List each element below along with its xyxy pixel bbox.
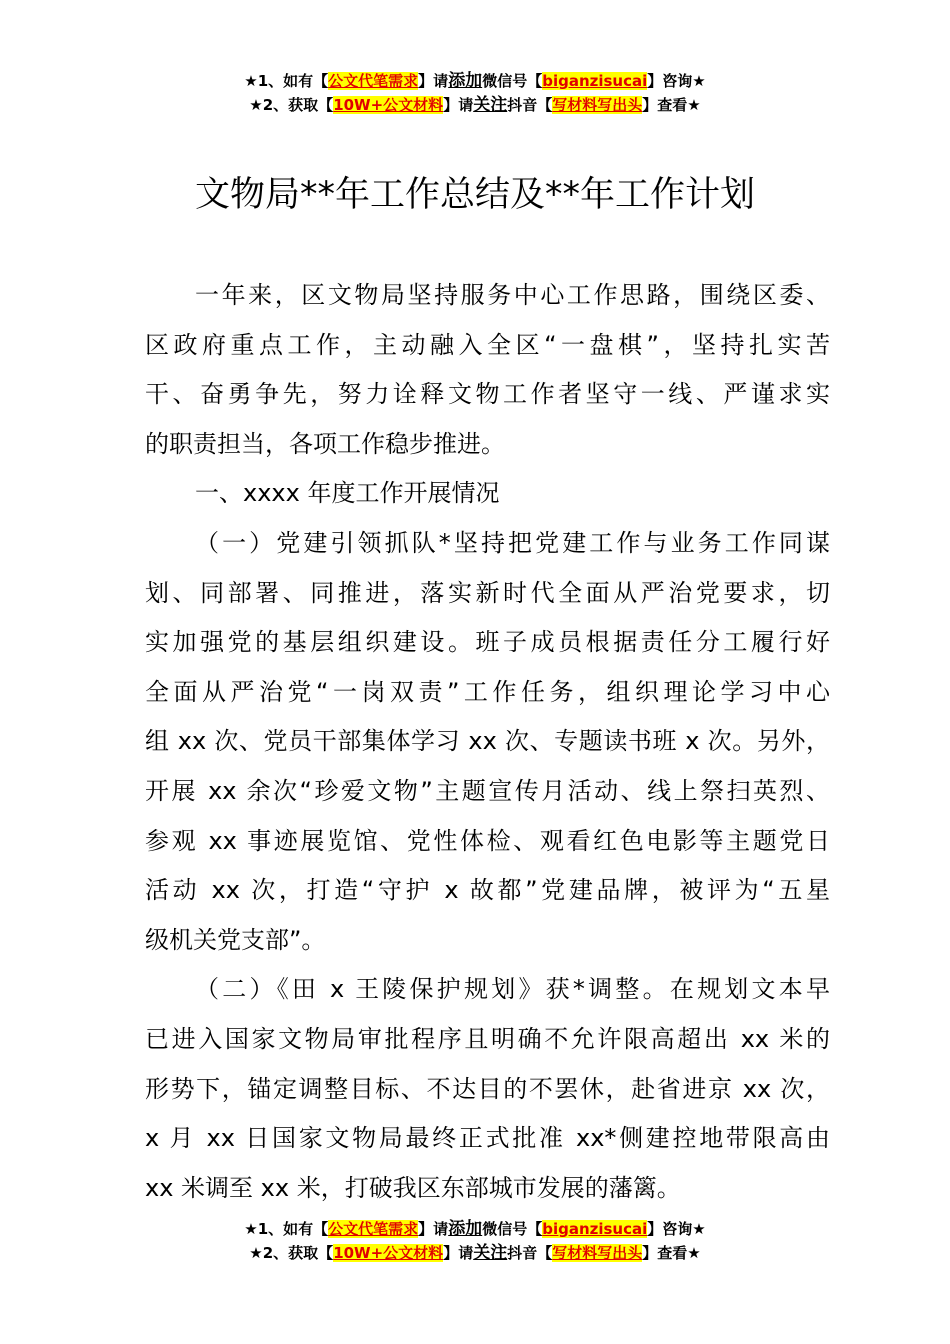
promo-line-2 bbox=[0, 93, 950, 117]
promo-text: 抖音【 bbox=[507, 96, 553, 114]
promo-footer bbox=[0, 1217, 950, 1265]
text-line: 区政府重点工作，主动融入全区“一盘棋”，坚持扎实苦 bbox=[145, 330, 830, 359]
text-line: 干、奋勇争先，努力诠释文物工作者坚守一线、严谨求实 bbox=[145, 380, 830, 409]
text-line: 活动 xx 次，打造“守护 x 故都”党建品牌，被评为“五星 bbox=[145, 876, 830, 905]
text-line: 级机关党支部”。 bbox=[145, 925, 326, 954]
promo-text: 抖音【 bbox=[507, 1244, 553, 1262]
promo-highlight: 10W+公文材料 bbox=[333, 1244, 444, 1262]
promo-text: 】咨询★ bbox=[647, 1220, 706, 1238]
text-line: x 月 xx 日国家文物局最终正式批准 xx*侧建控地带限高由 bbox=[145, 1124, 830, 1153]
document-title: 文物局**年工作总结及**年工作计划 bbox=[194, 175, 755, 215]
text-line: （二）《田 x 王陵保护规划》获*调整。在规划文本早 bbox=[195, 975, 830, 1004]
promo-text: 】请 bbox=[418, 1220, 449, 1238]
promo-highlight: 写材料写出头 bbox=[552, 1244, 643, 1262]
promo-text: 】查看★ bbox=[642, 1244, 701, 1262]
promo-text: 】请 bbox=[443, 96, 474, 114]
paragraph bbox=[145, 519, 830, 965]
promo-highlight: 10W+公文材料 bbox=[333, 96, 444, 114]
promo-underline: 添加 bbox=[448, 71, 483, 91]
promo-underline: 关注 bbox=[473, 95, 508, 115]
promo-highlight: 公文代笔需求 bbox=[328, 1220, 419, 1238]
promo-text: 】请 bbox=[443, 1244, 474, 1262]
promo-text: 】咨询★ bbox=[647, 72, 706, 90]
promo-text: ★1、如有【 bbox=[244, 1220, 329, 1238]
text-line: 形势下，锚定调整目标、不达目的不罢休，赴省进京 xx 次， bbox=[145, 1074, 830, 1103]
paragraph bbox=[145, 271, 830, 469]
text-line: 实加强党的基层组织建设。班子成员根据责任分工履行好 bbox=[145, 628, 830, 657]
text-line: xx 米调至 xx 米，打破我区东部城市发展的藩篱。 bbox=[145, 1173, 681, 1202]
text-line: 组 xx 次、党员干部集体学习 xx 次、专题读书班 x 次。另外， bbox=[145, 727, 830, 756]
text-line: 开展 xx 余次“珍爱文物”主题宣传月活动、线上祭扫英烈、 bbox=[145, 776, 830, 805]
promo-line-1 bbox=[0, 69, 950, 93]
promo-highlight: 公文代笔需求 bbox=[328, 72, 419, 90]
promo-highlight: 写材料写出头 bbox=[552, 96, 643, 114]
text-line: 全面从严治党“一岗双责”工作任务，组织理论学习中心 bbox=[145, 677, 830, 706]
text-line: 一、xxxx 年度工作开展情况 bbox=[195, 479, 500, 508]
promo-underline: 关注 bbox=[473, 1243, 508, 1263]
text-line: 已进入国家文物局审批程序且明确不允许限高超出 xx 米的 bbox=[145, 1024, 830, 1053]
promo-text: ★2、获取【 bbox=[249, 1244, 334, 1262]
promo-underline: 添加 bbox=[448, 1219, 483, 1239]
promo-highlight: biganzisucai bbox=[542, 72, 648, 90]
promo-text: 】查看★ bbox=[642, 96, 701, 114]
text-line: 参观 xx 事迹展览馆、党性体检、观看红色电影等主题党日 bbox=[145, 826, 830, 855]
promo-text: ★1、如有【 bbox=[244, 72, 329, 90]
promo-header bbox=[0, 69, 950, 117]
promo-text: 微信号【 bbox=[482, 72, 543, 90]
promo-highlight: biganzisucai bbox=[542, 1220, 648, 1238]
promo-text: ★2、获取【 bbox=[249, 96, 334, 114]
promo-line-2 bbox=[0, 1241, 950, 1265]
promo-line-1 bbox=[0, 1217, 950, 1241]
promo-text: 微信号【 bbox=[482, 1220, 543, 1238]
document-body bbox=[145, 271, 830, 1213]
promo-text: 】请 bbox=[418, 72, 449, 90]
text-line: 划、同部署、同推进，落实新时代全面从严治党要求，切 bbox=[145, 578, 830, 607]
paragraph bbox=[145, 965, 830, 1213]
text-line: 一年来，区文物局坚持服务中心工作思路，围绕区委、 bbox=[195, 281, 830, 309]
section-heading bbox=[145, 469, 830, 519]
text-line: （一）党建引领抓队*坚持把党建工作与业务工作同谋 bbox=[195, 528, 830, 557]
text-line: 的职责担当，各项工作稳步推进。 bbox=[145, 429, 505, 458]
